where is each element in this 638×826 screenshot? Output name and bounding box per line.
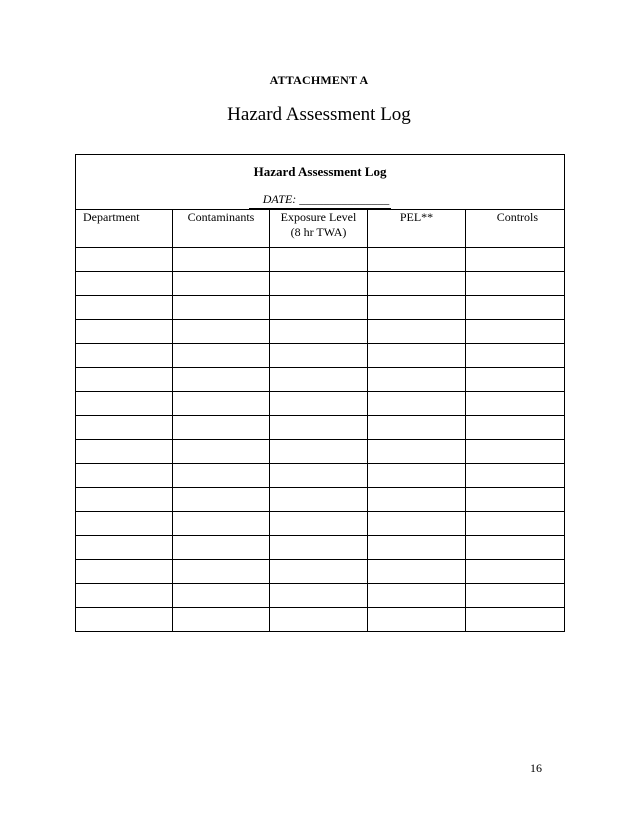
table-cell bbox=[76, 608, 173, 632]
table-cell bbox=[76, 248, 173, 272]
table-cell bbox=[466, 608, 565, 632]
table-cell bbox=[368, 512, 466, 536]
column-header-department: Department bbox=[76, 210, 173, 248]
table-cell bbox=[368, 392, 466, 416]
table-cell bbox=[270, 608, 368, 632]
table-cell bbox=[466, 536, 565, 560]
table-row bbox=[76, 608, 565, 632]
table-row bbox=[76, 584, 565, 608]
table-cell bbox=[368, 584, 466, 608]
table-cell bbox=[76, 512, 173, 536]
table-cell bbox=[368, 416, 466, 440]
table-cell bbox=[76, 560, 173, 584]
table-cell bbox=[76, 416, 173, 440]
column-header-controls: Controls bbox=[466, 210, 565, 248]
table-cell bbox=[173, 536, 270, 560]
page-number: 16 bbox=[530, 761, 542, 775]
table-cell bbox=[466, 248, 565, 272]
table-row bbox=[76, 296, 565, 320]
table-cell bbox=[173, 272, 270, 296]
table-cell bbox=[76, 488, 173, 512]
table-row bbox=[76, 248, 565, 272]
table-row bbox=[76, 464, 565, 488]
table-cell bbox=[173, 608, 270, 632]
table-cell bbox=[270, 560, 368, 584]
table-cell bbox=[270, 344, 368, 368]
table-cell bbox=[76, 440, 173, 464]
table-cell bbox=[466, 512, 565, 536]
table-body bbox=[76, 248, 565, 632]
table-cell bbox=[173, 464, 270, 488]
table-cell bbox=[173, 296, 270, 320]
table-cell bbox=[76, 320, 173, 344]
attachment-label: ATTACHMENT A bbox=[269, 73, 369, 87]
table-cell bbox=[466, 584, 565, 608]
table-cell bbox=[173, 584, 270, 608]
table-cell bbox=[76, 584, 173, 608]
table-cell bbox=[76, 368, 173, 392]
table-cell bbox=[76, 272, 173, 296]
table-cell bbox=[173, 320, 270, 344]
table-cell bbox=[76, 296, 173, 320]
table-cell bbox=[173, 368, 270, 392]
table-cell bbox=[270, 536, 368, 560]
column-header-contaminants: Contaminants bbox=[173, 210, 270, 248]
table-cell bbox=[270, 416, 368, 440]
date-field: DATE: _______________ bbox=[249, 192, 392, 209]
table-row bbox=[76, 560, 565, 584]
table-cell bbox=[270, 464, 368, 488]
table-cell bbox=[368, 296, 466, 320]
column-header-pel: PEL** bbox=[368, 210, 466, 248]
table-row bbox=[76, 512, 565, 536]
table-cell bbox=[270, 488, 368, 512]
table-cell bbox=[466, 320, 565, 344]
table-cell bbox=[76, 464, 173, 488]
table-cell bbox=[173, 512, 270, 536]
table-cell bbox=[368, 368, 466, 392]
table-cell bbox=[270, 584, 368, 608]
table-cell bbox=[466, 272, 565, 296]
table-cell bbox=[466, 392, 565, 416]
table-cell bbox=[466, 464, 565, 488]
table-cell bbox=[270, 512, 368, 536]
table-cell bbox=[173, 488, 270, 512]
table-row bbox=[76, 392, 565, 416]
table-header bbox=[76, 155, 565, 210]
table-cell bbox=[466, 368, 565, 392]
table-cell bbox=[368, 320, 466, 344]
table-cell bbox=[368, 440, 466, 464]
table-cell bbox=[270, 248, 368, 272]
hazard-assessment-log-table bbox=[75, 154, 565, 632]
table-row bbox=[76, 272, 565, 296]
table-cell bbox=[270, 368, 368, 392]
table-cell bbox=[173, 560, 270, 584]
table-cell bbox=[368, 536, 466, 560]
column-header-row bbox=[76, 210, 565, 248]
table-cell bbox=[173, 440, 270, 464]
table-cell bbox=[466, 440, 565, 464]
table-cell bbox=[466, 560, 565, 584]
document-title: Hazard Assessment Log bbox=[227, 104, 411, 125]
table-cell bbox=[270, 392, 368, 416]
table-title: Hazard Assessment Log bbox=[253, 164, 387, 179]
table-cell bbox=[270, 440, 368, 464]
table-cell bbox=[368, 488, 466, 512]
table-cell bbox=[173, 392, 270, 416]
table-cell bbox=[76, 344, 173, 368]
table-cell bbox=[270, 320, 368, 344]
table-cell bbox=[173, 344, 270, 368]
table-cell bbox=[368, 248, 466, 272]
table-cell bbox=[368, 608, 466, 632]
table-cell bbox=[76, 392, 173, 416]
table-cell bbox=[466, 488, 565, 512]
table-cell bbox=[173, 416, 270, 440]
table-row bbox=[76, 320, 565, 344]
table-row bbox=[76, 440, 565, 464]
table-row bbox=[76, 416, 565, 440]
table-cell bbox=[368, 464, 466, 488]
table-row bbox=[76, 368, 565, 392]
table-cell bbox=[368, 344, 466, 368]
table-cell bbox=[270, 272, 368, 296]
table-cell bbox=[368, 272, 466, 296]
table-cell bbox=[466, 416, 565, 440]
table-cell bbox=[76, 536, 173, 560]
table-cell bbox=[368, 560, 466, 584]
table-row bbox=[76, 536, 565, 560]
table-cell bbox=[466, 296, 565, 320]
table-row bbox=[76, 344, 565, 368]
column-header-exposure-level: Exposure Level (8 hr TWA) bbox=[270, 210, 368, 248]
table-cell bbox=[270, 296, 368, 320]
table-cell bbox=[173, 248, 270, 272]
table-cell bbox=[466, 344, 565, 368]
table-row bbox=[76, 488, 565, 512]
